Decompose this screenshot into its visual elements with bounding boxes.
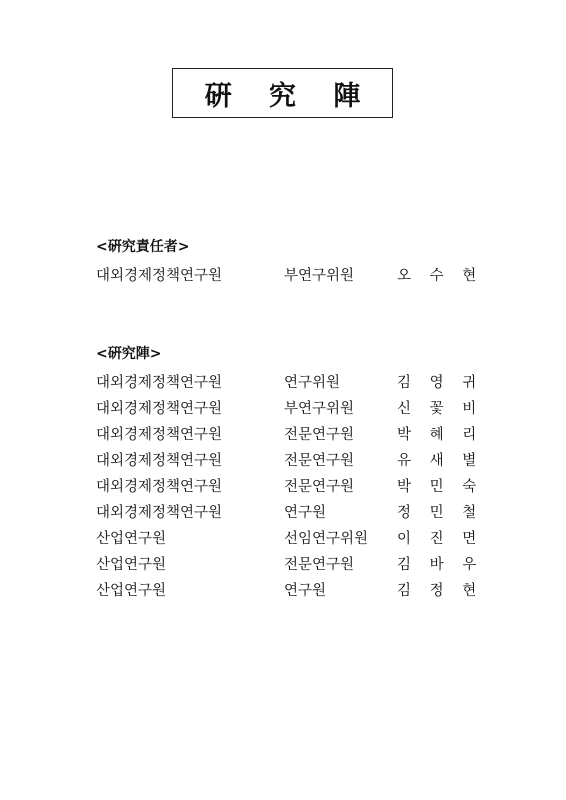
member-org: 대외경제정책연구원 [96, 401, 223, 417]
team-row [0, 527, 566, 553]
title-box [172, 68, 393, 118]
team-row [0, 397, 566, 423]
team-row [0, 553, 566, 579]
member-name: 이 진 면 [397, 531, 484, 547]
member-name: 정 민 철 [397, 505, 484, 521]
member-position: 전문연구원 [284, 427, 355, 443]
team-row [0, 423, 566, 449]
leader-heading: <硏究責任者> [96, 239, 190, 255]
member-name: 박 민 숙 [397, 479, 484, 495]
team-row [0, 449, 566, 475]
member-position: 전문연구원 [284, 557, 355, 573]
member-org: 대외경제정책연구원 [96, 427, 223, 443]
member-org: 산업연구원 [96, 531, 167, 547]
member-position: 부연구위원 [284, 268, 355, 284]
member-position: 전문연구원 [284, 479, 355, 495]
member-name: 신 꽃 비 [397, 401, 484, 417]
member-name: 유 새 별 [397, 453, 484, 469]
team-row [0, 371, 566, 397]
member-name: 박 혜 리 [397, 427, 484, 443]
member-org: 산업연구원 [96, 557, 167, 573]
member-org: 산업연구원 [96, 583, 167, 599]
member-name: 김 영 귀 [397, 375, 484, 391]
member-org: 대외경제정책연구원 [96, 453, 223, 469]
member-name: 김 바 우 [397, 557, 484, 573]
member-position: 부연구위원 [284, 401, 355, 417]
team-row [0, 475, 566, 501]
member-position: 연구원 [284, 583, 327, 599]
member-org: 대외경제정책연구원 [96, 505, 223, 521]
member-org: 대외경제정책연구원 [96, 479, 223, 495]
member-position: 선임연구위원 [284, 531, 369, 547]
member-org: 대외경제정책연구원 [96, 268, 223, 284]
team-row [0, 579, 566, 605]
team-heading: <硏究陣> [96, 346, 162, 362]
member-name: 오 수 현 [397, 268, 484, 284]
member-position: 전문연구원 [284, 453, 355, 469]
member-position: 연구위원 [284, 375, 341, 391]
page-title: 硏 究 陣 [204, 80, 375, 112]
team-row [0, 501, 566, 527]
member-name: 김 정 현 [397, 583, 484, 599]
member-position: 연구원 [284, 505, 327, 521]
leader-row [0, 264, 566, 290]
member-org: 대외경제정책연구원 [96, 375, 223, 391]
